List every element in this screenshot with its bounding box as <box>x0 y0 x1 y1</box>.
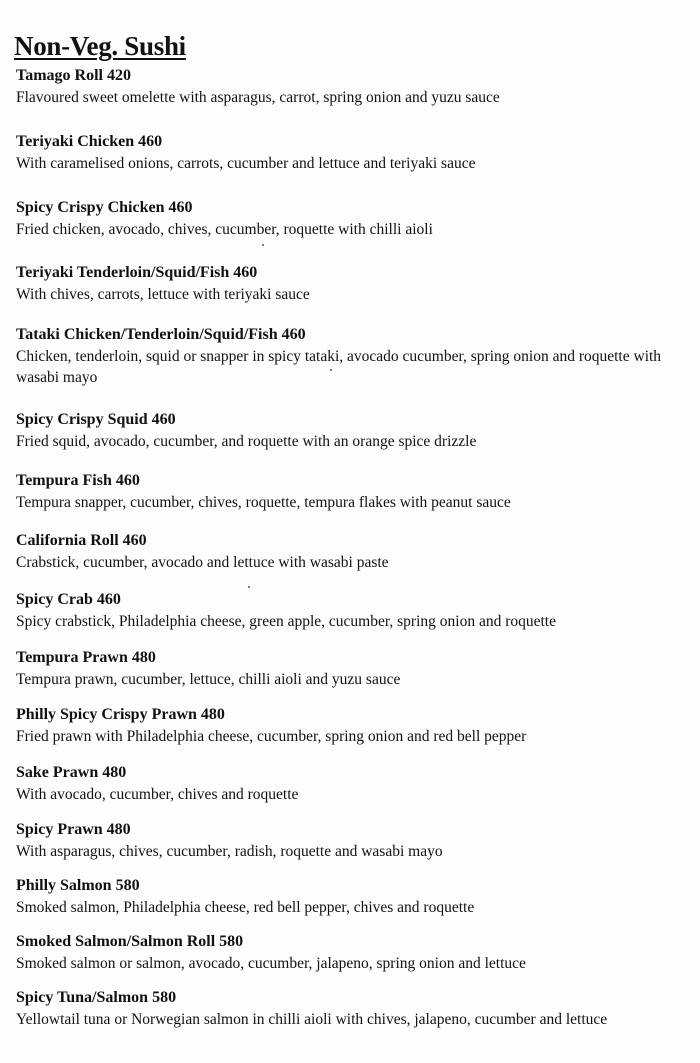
menu-item-tataki-chicken <box>16 325 688 388</box>
menu-item-description: Tempura prawn, cucumber, lettuce, chilli aioli and yuzu sauce <box>16 671 401 688</box>
menu-item-name: Sake Prawn 480 <box>16 764 127 781</box>
menu-item-teriyaki-tenderloin <box>16 263 688 305</box>
menu-item-description: With avocado, cucumber, chives and roquette <box>16 786 299 803</box>
menu-item-name: Spicy Prawn 480 <box>16 821 131 838</box>
menu-item-description: Fried squid, avocado, cucumber, and roquette with an orange spice drizzle <box>16 433 477 450</box>
menu-item-description: Fried prawn with Philadelphia cheese, cucumber, spring onion and red bell pepper <box>16 728 527 745</box>
menu-item-name: Spicy Crab 460 <box>16 591 121 608</box>
menu-item-philly-salmon <box>16 876 688 918</box>
page-title: Non-Veg. Sushi <box>14 31 186 61</box>
menu-item-description: Yellowtail tuna or Norwegian salmon in chilli aioli with chives, jalapeno, cucumber and lettuce <box>16 1011 608 1028</box>
menu-item-name: Tempura Prawn 480 <box>16 649 156 666</box>
menu-item-description: Crabstick, cucumber, avocado and lettuce with wasabi paste <box>16 554 389 571</box>
menu-item-spicy-tuna-salmon <box>16 988 688 1030</box>
menu-item-name: Philly Salmon 580 <box>16 877 140 894</box>
menu-item-name: Philly Spicy Crispy Prawn 480 <box>16 706 225 723</box>
menu-item-description: Tempura snapper, cucumber, chives, roquette, tempura flakes with peanut sauce <box>16 494 511 511</box>
scan-speck <box>330 369 332 371</box>
menu-item-description: Fried chicken, avocado, chives, cucumber, roquette with chilli aioli <box>16 221 433 238</box>
scan-speck <box>248 586 250 588</box>
menu-item-description: With chives, carrots, lettuce with teriyaki sauce <box>16 286 310 303</box>
menu-item-name: Teriyaki Tenderloin/Squid/Fish 460 <box>16 264 258 281</box>
menu-item-name: Spicy Crispy Chicken 460 <box>16 199 193 216</box>
menu-item-name: Tempura Fish 460 <box>16 472 140 489</box>
menu-item-spicy-crab <box>16 590 688 632</box>
menu-item-description: With caramelised onions, carrots, cucumber and lettuce and teriyaki sauce <box>16 155 476 172</box>
menu-item-description: Chicken, tenderloin, squid or snapper in spicy tataki, avocado cucumber, spring onion and roquette with wasabi mayo <box>16 348 662 386</box>
menu-item-tempura-fish <box>16 471 688 513</box>
menu-item-description: Smoked salmon, Philadelphia cheese, red bell pepper, chives and roquette <box>16 899 475 916</box>
scan-speck <box>262 244 264 246</box>
menu-item-name: Teriyaki Chicken 460 <box>16 133 163 150</box>
menu-item-description: Flavoured sweet omelette with asparagus, carrot, spring onion and yuzu sauce <box>16 89 500 106</box>
menu-item-tempura-prawn <box>16 648 688 690</box>
menu-item-philly-spicy-crispy-prawn <box>16 705 688 747</box>
menu-item-name: Smoked Salmon/Salmon Roll 580 <box>16 933 244 950</box>
menu-item-tamago-roll <box>16 66 688 108</box>
menu-item-name: Tataki Chicken/Tenderloin/Squid/Fish 460 <box>16 326 306 343</box>
menu-item-california-roll <box>16 531 688 573</box>
menu-item-name: Spicy Crispy Squid 460 <box>16 411 176 428</box>
menu-item-description: With asparagus, chives, cucumber, radish, roquette and wasabi mayo <box>16 843 443 860</box>
menu-item-description: Spicy crabstick, Philadelphia cheese, green apple, cucumber, spring onion and roquette <box>16 613 556 630</box>
menu-item-name: Spicy Tuna/Salmon 580 <box>16 989 177 1006</box>
menu-item-description: Smoked salmon or salmon, avocado, cucumber, jalapeno, spring onion and lettuce <box>16 955 526 972</box>
menu-item-spicy-crispy-squid <box>16 410 688 452</box>
menu-item-name: Tamago Roll 420 <box>16 67 131 84</box>
menu-item-smoked-salmon-roll <box>16 932 688 974</box>
menu-item-sake-prawn <box>16 763 688 805</box>
menu-item-spicy-crispy-chicken <box>16 198 688 240</box>
menu-item-spicy-prawn <box>16 820 688 862</box>
menu-item-name: California Roll 460 <box>16 532 147 549</box>
menu-item-teriyaki-chicken <box>16 132 688 174</box>
